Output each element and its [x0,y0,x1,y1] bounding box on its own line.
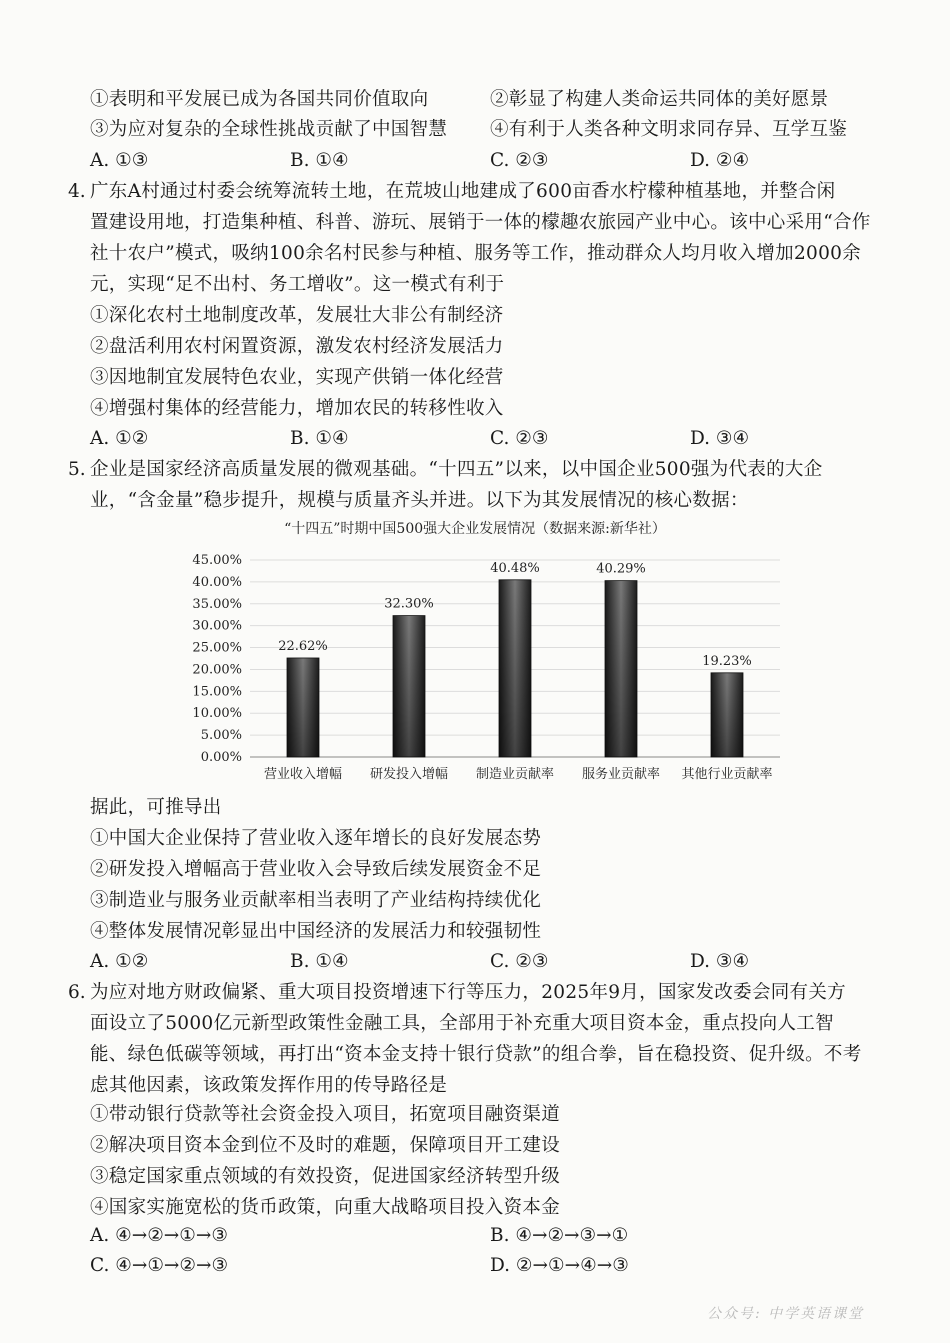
data-label: 40.29% [596,561,646,577]
bar-shade [711,673,743,757]
bar [499,580,531,757]
q4-stem-line-2: 置建设用地，打造集种植、科普、游玩、展销于一体的檬趣农旅园产业中心。该中心采用“合作 [90,212,871,233]
q6-item-3: ③稳定国家重点领域的有效投资，促进国家经济转型升级 [90,1166,561,1187]
q6-option-b: B. ④→②→③→① [490,1225,629,1246]
q6-stem-line-2: 面设立了5000亿元新型政策性金融工具，全部用于补充重大项目资本金，重点投向人工智 [90,1013,834,1034]
y-tick-label: 25.00% [192,640,242,656]
q6-item-1: ①带动银行贷款等社会资金投入项目，拓宽项目融资渠道 [90,1104,561,1125]
q4-item-1: ①深化农村土地制度改革，发展壮大非公有制经济 [90,305,504,326]
q5-option-c: C. ②③ [490,951,549,972]
q4-option-a: A. ①② [90,428,149,449]
q5-item-4: ④整体发展情况彰显出中国经济的发展活力和较强韧性 [90,921,542,942]
q6-option-d: D. ②→①→④→③ [490,1255,629,1276]
q4-stem-line-3: 社十农户”模式，吸纳100余名村民参与种植、服务等工作，推动群众人均月收入增加2000余 [90,243,862,264]
q5-stem-line-2: 业，“含金量”稳步提升，规模与质量齐头并进。以下为其发展情况的核心数据： [90,490,749,511]
q3-option-c: C. ②③ [490,150,549,171]
x-tick-label: 研发投入增幅 [369,767,449,782]
q6-number: 6. [68,982,86,1003]
q6-option-c: C. ④→①→②→③ [90,1255,229,1276]
data-label: 40.48% [490,560,540,576]
bar-chart [180,545,800,790]
q3-item-2: ②彰显了构建人类命运共同体的美好愿景 [490,89,829,110]
y-tick-label: 40.00% [192,574,242,590]
q6-item-2: ②解决项目资本金到位不及时的难题，保障项目开工建设 [90,1135,561,1156]
y-tick-label: 5.00% [200,728,242,744]
chart-title: “十四五”时期中国500强大企业发展情况（数据来源:新华社） [284,521,666,537]
q4-stem-line-1: 广东A村通过村委会统筹流转土地，在荒坡山地建成了600亩香水柠檬种植基地，并整合闲 [90,181,836,202]
q5-option-a: A. ①② [90,951,149,972]
q5-item-2: ②研发投入增幅高于营业收入会导致后续发展资金不足 [90,859,542,880]
q5-item-3: ③制造业与服务业贡献率相当表明了产业结构持续优化 [90,890,542,911]
q5-item-1: ①中国大企业保持了营业收入逐年增长的良好发展态势 [90,828,542,849]
x-tick-label: 其他行业贡献率 [681,767,773,782]
q3-option-a: A. ①③ [90,150,149,171]
y-tick-label: 0.00% [200,750,242,765]
y-tick-label: 15.00% [192,684,242,700]
q3-item-4: ④有利于人类各种文明求同存异、互学互鉴 [490,119,848,140]
x-tick-label: 营业收入增幅 [263,767,343,782]
q4-option-d: D. ③④ [690,428,750,449]
q5-lead: 据此，可推导出 [90,797,222,818]
q6-stem-line-4: 虑其他因素，该政策发挥作用的传导路径是 [90,1075,448,1096]
q4-item-4: ④增强村集体的经营能力，增加农民的转移性收入 [90,398,504,419]
q3-item-3: ③为应对复杂的全球性挑战贡献了中国智慧 [90,119,448,140]
q6-stem-line-3: 能、绿色低碳等领域，再打出“资本金支持十银行贷款”的组合拳，旨在稳投资、促升级。不考 [90,1044,862,1065]
q5-stem-line-1: 企业是国家经济高质量发展的微观基础。“十四五”以来，以中国企业500强为代表的大企 [90,459,823,480]
y-tick-label: 20.00% [192,662,242,678]
y-tick-label: 45.00% [192,553,242,568]
q6-option-a: A. ④→②→①→③ [90,1225,228,1246]
q4-item-2: ②盘活利用农村闲置资源，激发农村经济发展活力 [90,336,504,357]
bar [287,658,319,757]
q4-number: 4. [68,181,86,202]
q5-number: 5. [68,459,86,480]
bar-shade [393,616,425,757]
data-label: 22.62% [278,638,328,654]
bar-shade [287,658,319,757]
x-tick-label: 制造业贡献率 [475,767,555,782]
q3-option-d: D. ②④ [690,150,750,171]
bar-shade [499,580,531,757]
bar [393,616,425,757]
y-tick-label: 30.00% [192,618,242,634]
q4-option-c: C. ②③ [490,428,549,449]
q6-stem-line-1: 为应对地方财政偏紧、重大项目投资增速下行等压力，2025年9月，国家发改委会同有关方 [90,982,846,1003]
data-label: 19.23% [702,653,752,669]
q6-item-4: ④国家实施宽松的货币政策，向重大战略项目投入资本金 [90,1197,561,1218]
bar-shade [605,581,637,757]
bar [605,581,637,757]
q5-option-b: B. ①④ [290,951,349,972]
bar [711,673,743,757]
q4-stem-line-4: 元，实现“足不出村、务工增收”。这一模式有利于 [90,274,505,295]
data-label: 32.30% [384,596,434,612]
q4-option-b: B. ①④ [290,428,349,449]
y-tick-label: 10.00% [192,706,242,722]
q3-option-b: B. ①④ [290,150,349,171]
q5-option-d: D. ③④ [690,951,750,972]
y-tick-label: 35.00% [192,596,242,612]
x-tick-label: 服务业贡献率 [581,767,661,782]
q4-item-3: ③因地制宜发展特色农业，实现产供销一体化经营 [90,367,504,388]
watermark: 公众号: 中学英语课堂 [707,1306,865,1322]
q3-item-1: ①表明和平发展已成为各国共同价值取向 [90,89,429,110]
